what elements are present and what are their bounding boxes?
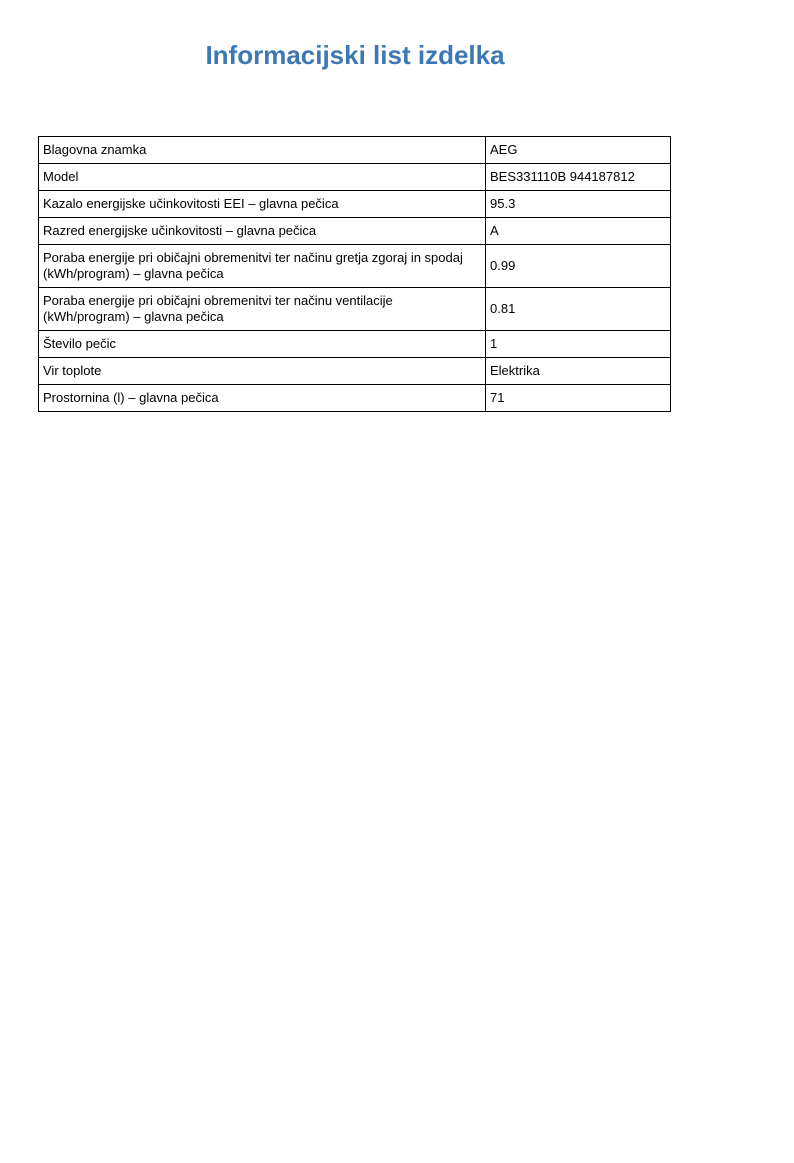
table-row [39, 164, 671, 191]
row-label: Razred energijske učinkovitosti – glavna pečica [39, 218, 486, 245]
row-label: Kazalo energijske učinkovitosti EEI – glavna pečica [39, 191, 486, 218]
table-row [39, 331, 671, 358]
row-value: 0.81 [486, 288, 671, 331]
row-value: 0.99 [486, 245, 671, 288]
product-info-table [38, 136, 671, 412]
row-label: Blagovna znamka [39, 137, 486, 164]
row-value: 95.3 [486, 191, 671, 218]
table-row [39, 288, 671, 331]
row-value: BES331110B 944187812 [486, 164, 671, 191]
row-label: Poraba energije pri običajni obremenitvi ter načinu gretja zgoraj in spodaj (kWh/program) – glavna pečica [39, 245, 486, 288]
table-row [39, 137, 671, 164]
row-label: Prostornina (l) – glavna pečica [39, 385, 486, 412]
row-value: 1 [486, 331, 671, 358]
row-label: Število pečic [39, 331, 486, 358]
row-label: Vir toplote [39, 358, 486, 385]
table-row [39, 218, 671, 245]
row-value: Elektrika [486, 358, 671, 385]
row-value: 71 [486, 385, 671, 412]
table-row [39, 191, 671, 218]
row-label: Model [39, 164, 486, 191]
row-value: AEG [486, 137, 671, 164]
page-title: Informacijski list izdelka [205, 40, 505, 70]
table-row [39, 358, 671, 385]
table-row [39, 245, 671, 288]
table-row [39, 385, 671, 412]
row-label: Poraba energije pri običajni obremenitvi ter načinu ventilacije (kWh/program) – glavna pečica [39, 288, 486, 331]
row-value: A [486, 218, 671, 245]
